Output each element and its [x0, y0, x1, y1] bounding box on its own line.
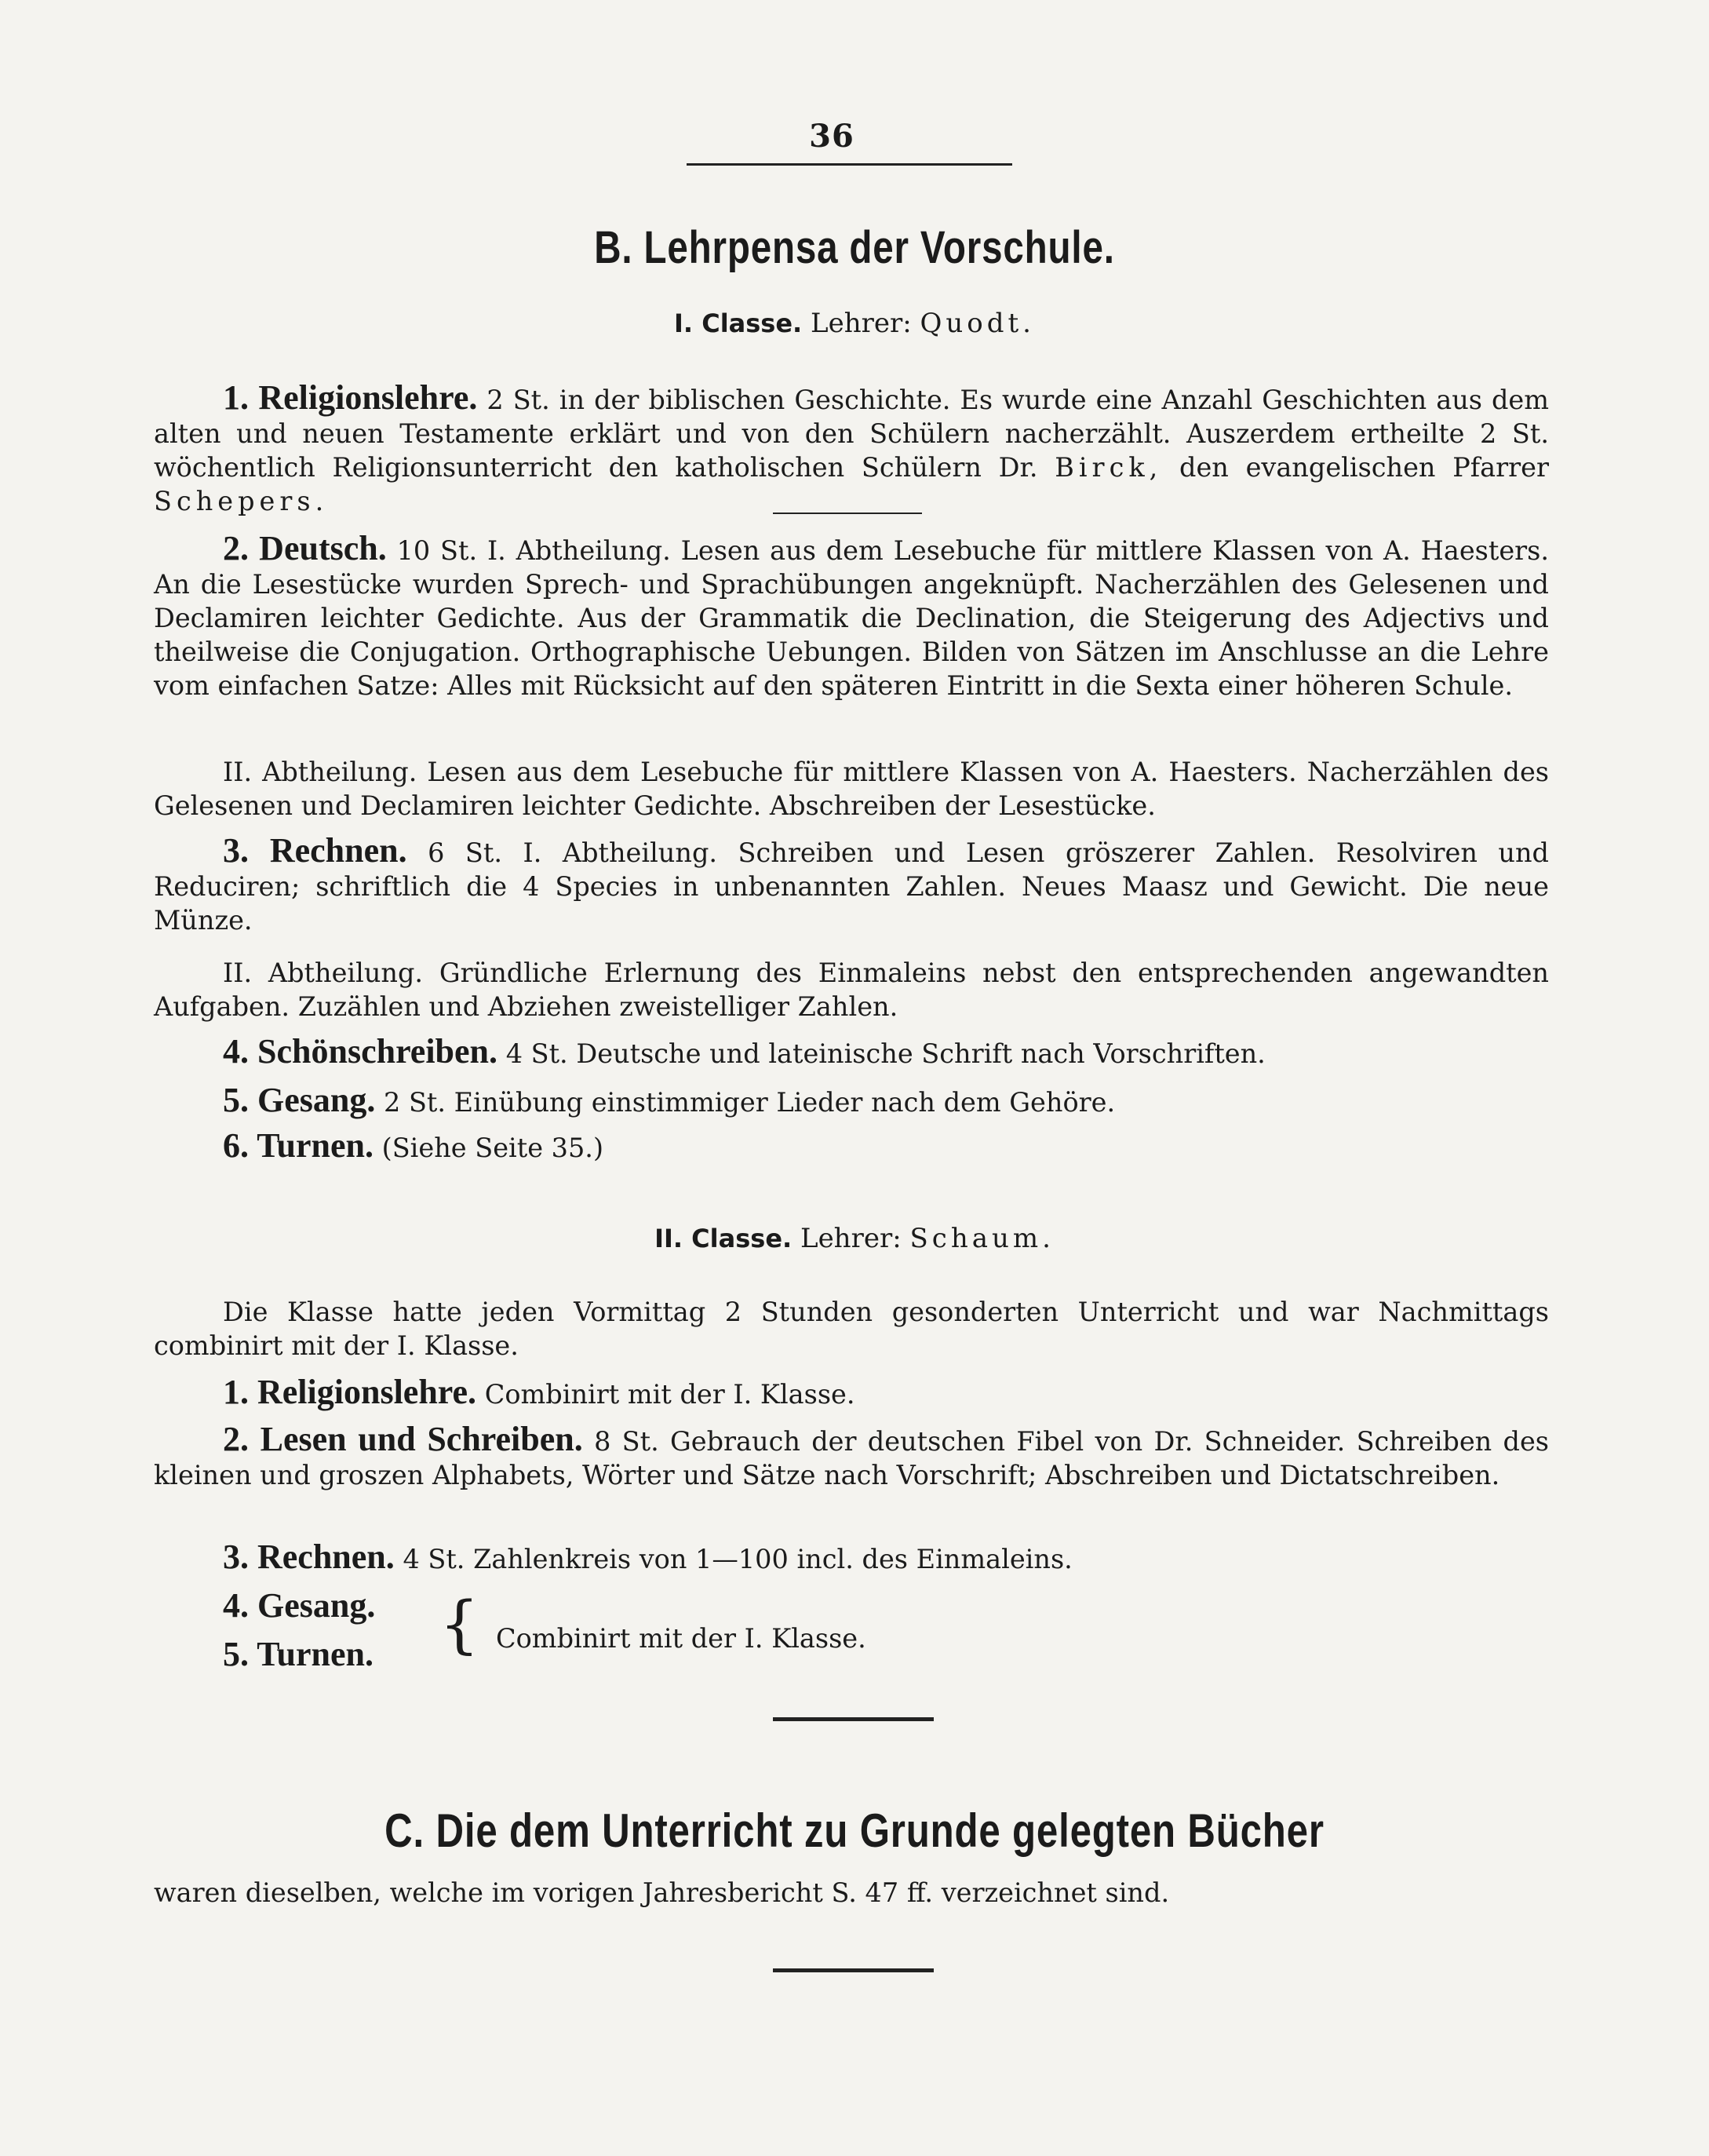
- class2-teacher: Schaum.: [909, 1223, 1055, 1254]
- class1-label: I. Classe.: [674, 308, 803, 338]
- class2-teacher-label: Lehrer:: [800, 1223, 902, 1254]
- schoenschreiben-lead: 4. Schönschreiben.: [223, 1032, 498, 1071]
- class2-subheading: [0, 1223, 1709, 1254]
- turnen-text: (Siehe Seite 35.): [381, 1133, 604, 1163]
- religion-name-birck: Birck,: [1055, 452, 1163, 483]
- religion-name-schepers: Schepers.: [154, 486, 329, 516]
- rechnen-text1: 6 St. I. Abtheilung. Schreiben und Lesen gröszerer Zahlen. Resolviren und Reduciren; schriftlich die 4 Species in unbenannten Zahlen. Neues Maasz und Gewicht. Die neue Münze.: [154, 837, 1549, 936]
- class1-schoenschreiben-line: [223, 1034, 1266, 1071]
- rechnen-text2: II. Abtheilung. Gründliche Erlernung des Einmaleins nebst den entsprechenden angewandten Aufgaben. Zuzählen und Abziehen zweistelliger Zahlen.: [154, 958, 1549, 1022]
- class2-rechnen-line: [223, 1540, 1073, 1577]
- section-b-heading: B. Lehrpensa der Vorschule.: [594, 222, 1115, 273]
- class1-subheading: [0, 308, 1709, 339]
- religion-text2: den evangelischen Pfarrer: [1179, 452, 1550, 483]
- section-c-text: waren dieselben, welche im vorigen Jahresbericht S. 47 ff. verzeichnet sind.: [154, 1877, 1170, 1908]
- class2-rechnen-lead: 3. Rechnen.: [223, 1538, 395, 1576]
- class1-religion-paragraph: [154, 378, 1550, 518]
- class2-gesang-lead: 4. Gesang.: [223, 1586, 376, 1625]
- religion-text: 2 St. in der biblischen Geschichte. Es wurde eine Anzahl Geschichten aus dem alten und neuen Testamente erklärt und von den Schülern nacherzählt. Auszerdem ertheilte 2 St. wöchentlich Religionsunterricht den katholischen Schülern Dr.: [154, 385, 1549, 483]
- brace-icon: {: [439, 1588, 479, 1661]
- deutsch-text1: 10 St. I. Abtheilung. Lesen aus dem Lesebuche für mittlere Klassen von A. Haesters. An die Lesestücke wurden Sprech- und Sprachübungen angeknüpft. Nacherzählen des Gelesenen und Declamiren leichter Gedichte. Aus der Grammatik die Declination, die Steigerung des Adjectivs und theilweise die Conjugation. Orthographische Uebungen. Bilden von Sätzen im Anschlusse an die Lehre vom einfachen Satze: Alles mit Rücksicht auf den späteren Eintritt in die Sexta einer höheren Schule.: [154, 535, 1549, 701]
- page-number: 36: [809, 118, 854, 155]
- deutsch-lead: 2. Deutsch.: [223, 529, 387, 567]
- turnen-lead: 6. Turnen.: [223, 1126, 374, 1165]
- class2-lesen-paragraph: [154, 1422, 1549, 1492]
- class2-religion-text: Combinirt mit der I. Klasse.: [484, 1379, 855, 1410]
- lesen-lead: 2. Lesen und Schreiben.: [223, 1420, 583, 1458]
- class2-intro: Die Klasse hatte jeden Vormittag 2 Stunden gesonderten Unterricht und war Nachmittags combinirt mit der I. Klasse.: [154, 1297, 1549, 1361]
- separator-rule: [773, 513, 922, 514]
- class2-combined-note: Combinirt mit der I. Klasse.: [496, 1623, 866, 1654]
- class2-religion-lead: 1. Religionslehre.: [223, 1373, 477, 1411]
- class2-turnen-line: [223, 1637, 374, 1674]
- class2-label: II. Classe.: [654, 1224, 793, 1253]
- gesang-lead: 5. Gesang.: [223, 1081, 376, 1119]
- lesen-text: 8 St. Gebrauch der deutschen Fibel von Dr. Schneider. Schreiben des kleinen und groszen Alphabets, Wörter und Sätze nach Vorschrift; Abschreiben und Dictatschreiben.: [154, 1426, 1549, 1490]
- deutsch-text2: II. Abtheilung. Lesen aus dem Lesebuche für mittlere Klassen von A. Haesters. Nacherzählen des Gelesenen und Declamiren leichter Gedichte. Abschreiben der Lesestücke.: [154, 757, 1549, 821]
- class1-rechnen-paragraph-2: [154, 956, 1549, 1023]
- section-c-heading: C. Die dem Unterricht zu Grunde gelegten Bücher: [384, 1804, 1325, 1857]
- class1-deutsch-paragraph: [154, 531, 1549, 702]
- class2-gesang-line: [223, 1586, 376, 1625]
- class1-rechnen-paragraph: [154, 831, 1549, 937]
- class1-gesang-line: [223, 1083, 1115, 1120]
- rechnen-lead: 3. Rechnen.: [223, 831, 407, 870]
- section-divider-rule: [773, 1717, 934, 1721]
- class2-turnen-lead: 5. Turnen.: [223, 1635, 374, 1673]
- class1-turnen-line: [223, 1126, 604, 1166]
- religion-lead: 1. Religionslehre.: [223, 378, 478, 417]
- class2-rechnen-text: 4 St. Zahlenkreis von 1—100 incl. des Einmaleins.: [403, 1544, 1073, 1574]
- class2-intro-paragraph: [154, 1295, 1549, 1363]
- footer-rule: [773, 1968, 934, 1972]
- class1-deutsch-paragraph-2: [154, 755, 1549, 823]
- gesang-text: 2 St. Einübung einstimmiger Lieder nach dem Gehöre.: [384, 1087, 1116, 1118]
- class1-teacher: Quodt.: [920, 308, 1035, 339]
- schoenschreiben-text: 4 St. Deutsche und lateinische Schrift nach Vorschriften.: [505, 1038, 1266, 1069]
- class2-religion-line: [223, 1375, 854, 1412]
- class1-teacher-label: Lehrer:: [811, 308, 912, 339]
- header-rule: [687, 163, 1012, 166]
